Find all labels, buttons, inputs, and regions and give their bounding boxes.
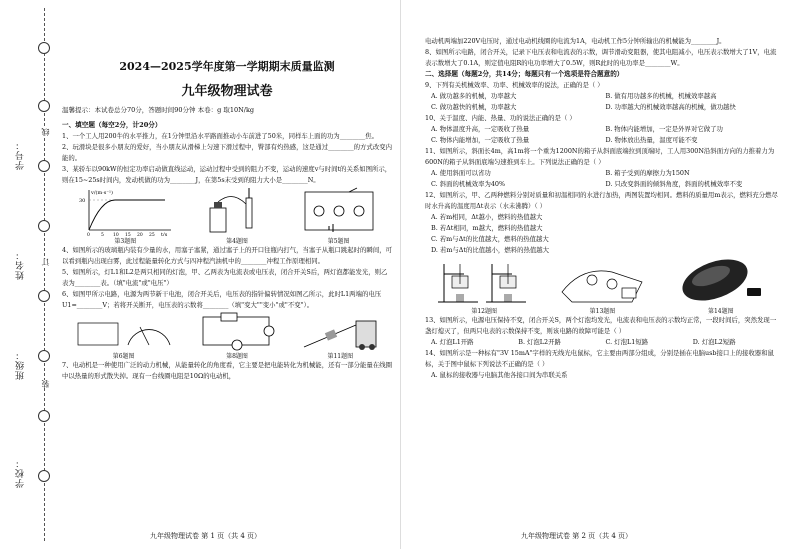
binding-hole: [38, 290, 50, 302]
binding-hole: [38, 350, 50, 362]
axis-x-label: t/s: [161, 232, 168, 236]
figure-caption: 第11题图: [327, 353, 354, 360]
figure-14: [671, 256, 771, 315]
axis-y-label: v/(m·s⁻¹): [91, 190, 114, 196]
question-3: 3、某轿车以90kW的恒定功率启动做直线运动，运动过程中受到的阻力不变，运动的速度v与时间t的关系如图所示，则在15~25s时间内，发动机做的功为________J，在第5s末受到的阻力大小是________N。: [62, 165, 392, 184]
heating-apparatus-figure: [434, 262, 534, 306]
option: A. 鼠标的接收器与电脑其他各接口间为串联关系: [431, 371, 568, 379]
figure-row-1: [62, 186, 392, 245]
binding-hole: [38, 410, 50, 422]
figure-4: [202, 186, 272, 245]
figure-6: [74, 311, 174, 360]
question-4: 4、如图所示的玻璃瓶内装有少量的水，用塞子塞紧，通过塞子上的开口往瓶内打气，当塞子从瓶口跳起时的瞬间，可以看到瓶内出现白雾，此过程能量转化方式与四冲程汽油机中的________冲程工作原理相同。: [62, 246, 392, 265]
option: B. 灯泡L2开路: [518, 338, 561, 346]
options-row: [431, 168, 780, 179]
wireless-mouse-figure: [671, 256, 771, 306]
options-row: [431, 102, 780, 113]
figure-13: [552, 262, 652, 315]
question-5: 5、如图所示，灯L1和L2是两只相同的灯泡，甲、乙两表为电流表或电压表，闭合开关S后，两灯泡都能发光，则乙表为________表。（填"电流"或"电压"）: [62, 268, 388, 287]
x-tick-label: 15: [125, 233, 132, 236]
question-13: 13、如图所示，电源电压保持不变，闭合开关S，两个灯泡均发光，电流表和电压表的示数均正常，一段时间后，突然发现一盏灯熄灭了，但两只电表的示数保持不变，则该电路的故障可能是（ ）: [425, 316, 777, 335]
binding-hole: [38, 220, 50, 232]
figure-caption: 第14题图: [707, 308, 734, 315]
options-row: [431, 124, 780, 135]
binding-hole: [38, 160, 50, 172]
x-tick-label: 10: [113, 233, 120, 236]
figure-caption: 第5题图: [327, 238, 350, 245]
figure-12: [434, 262, 534, 315]
circuit-figure: [299, 186, 379, 236]
question-8: 8、如图所示电路，闭合开关，记录下电压表和电流表的示数，调节滑动变阻器，使其电阻减小，电压表示数增大了1V，电流表示数增大了0.1A，则定值电阻R的电功率增大了0.5W，则R此时的电功率是________W。: [425, 48, 777, 67]
bottle-pump-figure: [202, 186, 272, 236]
question-10: 10、关于温度、内能、热量、功的说法正确的是（ ）: [425, 114, 576, 122]
option: C. 若m与Δt的比值越大，燃料的热值越大: [431, 235, 549, 243]
circuit-figure-8: [197, 311, 277, 351]
figure-caption: 第8题图: [226, 353, 248, 360]
figure-caption: 第12题图: [471, 308, 497, 315]
binding-line: [44, 8, 45, 541]
y-tick-label: 30: [79, 198, 86, 204]
question-7-continued: 电动机两端加220V电压时，通过电动机线圈的电流为1A，电动机工作5分钟所输出的机械能为________J。: [425, 37, 726, 45]
section-heading: 一、填空题（每空2分，计20分）: [62, 121, 162, 129]
figure-row-3: [425, 256, 780, 315]
option: A. 做功越多的机械，功率越大: [431, 92, 517, 100]
binding-hole: [38, 470, 50, 482]
exam-title: 2024—2025学年度第一学期期末质量监测: [119, 60, 335, 73]
page-2-content: [425, 0, 780, 381]
options-row: [431, 135, 780, 146]
x-tick-label: 0: [87, 233, 91, 236]
question-14: 14、如图所示是一种标有"3V 15mA"字样的无线光电鼠标，它主要由两部分组成，分别是插在电脑usb接口上的接收器和鼠标，关于图中鼠标下列说法不正确的是（ ）: [425, 349, 774, 368]
page-1-content: [62, 0, 392, 382]
option: C. 斜面的机械效率为40%: [431, 180, 506, 188]
binding-hole: [38, 42, 50, 54]
binding-hole: [38, 100, 50, 112]
figure-caption: 第3题图: [114, 238, 137, 245]
option: D. 灯泡L2短路: [692, 338, 736, 346]
option: B. 若Δt相同，m越大，燃料的热值越大: [431, 224, 543, 232]
option: C. 物体内能增加，一定吸收了热量: [431, 136, 530, 144]
incline-figure: [300, 311, 380, 351]
option: A. 灯泡L1开路: [431, 338, 474, 346]
question-11: 11、如图所示，斜面长4m，高1m将一个重为1200N的箱子从斜面底端拉到顶端时，工人用300N沿斜面方向的力推着力为600N的箱子从斜面底端匀速推到车上。下列说法正确的是（ ）: [425, 147, 775, 166]
option: C. 做功越快的机械，功率越大: [431, 103, 517, 111]
question-1: 1、一个工人用200牛的水平推力，在1分钟里沿水平路面推动小车前进了50米，同样车上面的功为________焦。: [62, 132, 379, 140]
options-row: [431, 337, 780, 348]
option: A. 物体温度升高，一定吸收了热量: [431, 125, 530, 133]
circuit-figure-13: [552, 262, 652, 306]
binding-mark: 线: [41, 128, 50, 136]
option: D. 功率越大的机械效率越高的机械，做功越快: [605, 103, 736, 111]
exam-info: 温馨提示：本试卷总分70分，答题时间90分钟 本卷：g 取10N/kg: [62, 106, 255, 114]
figure-row-2: [62, 311, 392, 360]
question-2: 2、玩滑块是很多小朋友的爱好，当小朋友从滑梯上匀速下滑过程中，臀部有灼热感，这是通过________的方式改变内能的。: [62, 143, 392, 162]
option: B. 箱子受到的摩擦力为150N: [605, 169, 690, 177]
name-label: 姓名：: [16, 250, 26, 280]
figure-5: [299, 186, 379, 245]
x-tick-label: 20: [137, 233, 144, 236]
figure-caption: 第4题图: [226, 238, 248, 245]
option: A. 使用斜面可以省功: [431, 169, 491, 177]
option: A. 若m相同，Δt越小，燃料的热值越大: [431, 213, 543, 221]
option: C. 灯泡L1短路: [605, 338, 649, 346]
voltmeter-figure: [74, 311, 174, 351]
binding-mark: 装: [41, 380, 50, 388]
page-footer: 九年级物理试卷 第 1 页（共 4 页）: [150, 532, 262, 540]
velocity-time-graph: [75, 186, 175, 236]
options-row: [431, 179, 780, 190]
figure-3: [75, 186, 175, 245]
subject-title: 九年级物理试卷: [181, 84, 273, 99]
section-heading: 二、选择题（每题2分，共14分；每题只有一个选项是符合题意的）: [425, 70, 624, 78]
question-12: 12、如图所示，甲、乙两种燃料分别对质量和初温相同的水进行加热，两图装置均相同。燃料的质量用m表示，燃料充分燃尽时水升高的温度用Δt表示（水未沸腾）（ ）: [425, 191, 778, 210]
page-footer: 九年级物理试卷 第 2 页（共 4 页）: [521, 532, 633, 540]
class-label: 班级：: [16, 350, 26, 380]
options-row: [431, 91, 780, 102]
option: D. 物体放出热量，温度可能不变: [605, 136, 698, 144]
figure-11: [300, 311, 380, 360]
school-label: 学校：: [16, 458, 26, 488]
binding-margin: [0, 0, 60, 549]
figure-8: [197, 311, 277, 360]
figure-caption: 第13题图: [589, 308, 616, 315]
option: B. 做有用功越多的机械，机械效率越高: [605, 92, 717, 100]
question-7: 7、电动机是一种使用广泛的动力机械，从能量转化的角度看，它主要是把电能转化为机械能，还有一部分能量在线圈中以热量的形式散失掉。现有一台线圈电阻是10Ω的电动机，: [62, 361, 392, 380]
question-6: 6、如图甲所示电路，电源为两节新干电池，闭合开关后，电压表的指针偏转情况如图乙所示，此时L1两端的电压U1=________V；若将开关断开，电压表的示数将________（填"变大""变小"或"不变"）。: [62, 290, 382, 309]
page-2: [400, 0, 794, 549]
figure-caption: 第6题图: [112, 353, 135, 360]
option: D. 若m与Δt的比值越小，燃料的热值越大: [431, 246, 550, 254]
student-id-label: 学号：: [16, 140, 26, 170]
binding-mark: 订: [41, 258, 50, 266]
question-9: 9、下列有关机械效率、功率、机械效率的说法，正确的是（ ）: [425, 81, 604, 89]
option: B. 物体内能增加，一定是外界对它做了功: [605, 125, 723, 133]
x-tick-label: 25: [149, 233, 156, 236]
option: D. 只改变斜面的倾斜角度，斜面的机械效率不变: [605, 180, 743, 188]
x-tick-label: 5: [101, 233, 105, 236]
